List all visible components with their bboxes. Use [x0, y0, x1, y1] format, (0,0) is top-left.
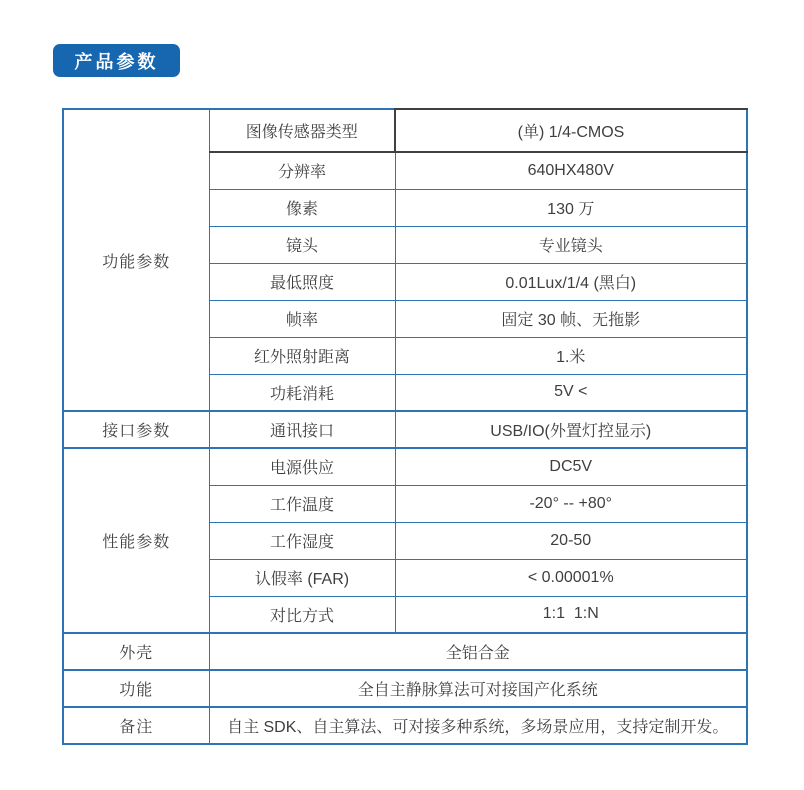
value-cell: USB/IO(外置灯控显示) [395, 411, 747, 448]
category-cell-shell: 外壳 [63, 633, 209, 670]
table-row [63, 670, 747, 707]
value-cell: 20-50 [395, 522, 747, 559]
value-cell: DC5V [395, 448, 747, 485]
param-cell: 分辨率 [209, 152, 395, 189]
table-row [63, 633, 747, 670]
param-cell: 电源供应 [209, 448, 395, 485]
param-cell: 通讯接口 [209, 411, 395, 448]
category-cell-performance-params: 性能参数 [63, 448, 209, 633]
page-title-badge [53, 44, 180, 77]
value-cell: -20° -- +80° [395, 485, 747, 522]
value-cell: 1.米 [395, 337, 747, 374]
table-row [63, 411, 747, 448]
category-cell-interface-params: 接口参数 [63, 411, 209, 448]
value-cell: 0.01Lux/1/4 (黑白) [395, 263, 747, 300]
category-cell-feature: 功能 [63, 670, 209, 707]
table-row [63, 707, 747, 744]
value-cell: 专业镜头 [395, 226, 747, 263]
value-cell: 全自主静脉算法可对接国产化系统 [209, 670, 747, 707]
param-cell: 功耗消耗 [209, 374, 395, 411]
param-cell: 红外照射距离 [209, 337, 395, 374]
param-cell: 像素 [209, 189, 395, 226]
value-cell: 5V < [395, 374, 747, 411]
value-cell: 固定 30 帧、无拖影 [395, 300, 747, 337]
param-cell: 帧率 [209, 300, 395, 337]
param-cell: 图像传感器类型 [209, 109, 395, 152]
param-cell: 工作温度 [209, 485, 395, 522]
param-cell: 工作湿度 [209, 522, 395, 559]
product-spec-table [62, 108, 748, 745]
category-cell-remark: 备注 [63, 707, 209, 744]
param-cell: 认假率 (FAR) [209, 559, 395, 596]
param-cell: 镜头 [209, 226, 395, 263]
category-cell-function-params: 功能参数 [63, 109, 209, 411]
table-row [63, 448, 747, 485]
value-cell: 自主 SDK、自主算法、可对接多种系统，多场景应用，支持定制开发。 [209, 707, 747, 744]
table-row [63, 109, 747, 152]
value-cell: 640HX480V [395, 152, 747, 189]
value-cell: 1:1 1:N [395, 596, 747, 633]
page-title-label: 产品参数 [74, 51, 159, 72]
param-cell: 对比方式 [209, 596, 395, 633]
value-cell: < 0.00001% [395, 559, 747, 596]
value-cell: 130 万 [395, 189, 747, 226]
value-cell: (单) 1/4-CMOS [395, 109, 747, 152]
value-cell: 全铝合金 [209, 633, 747, 670]
param-cell: 最低照度 [209, 263, 395, 300]
